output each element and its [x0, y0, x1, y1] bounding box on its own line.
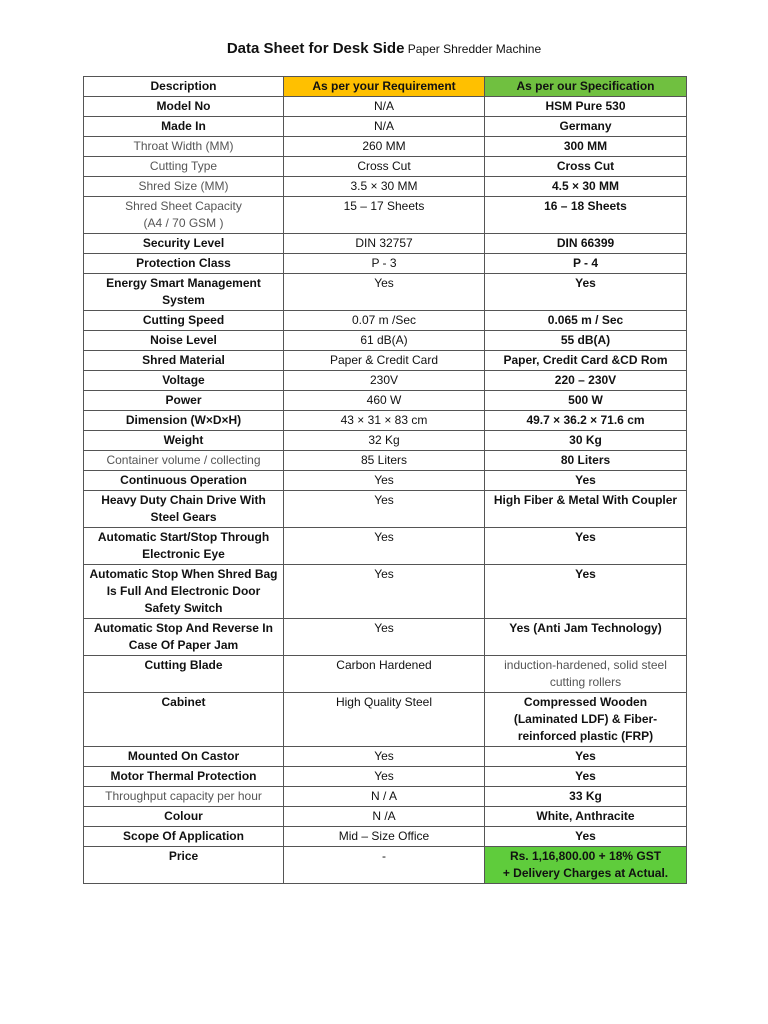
row-requirement: 85 Liters [284, 451, 485, 471]
row-specification: High Fiber & Metal With Coupler [485, 491, 687, 528]
row-requirement: 260 MM [284, 137, 485, 157]
table-row [84, 767, 687, 787]
row-description: Automatic Stop When Shred Bag Is Full And Electronic Door Safety Switch [84, 565, 284, 619]
row-description: Made In [84, 117, 284, 137]
row-specification: Yes (Anti Jam Technology) [485, 619, 687, 656]
row-description: Protection Class [84, 254, 284, 274]
table-row [84, 197, 687, 234]
row-specification: Rs. 1,16,800.00 + 18% GST + Delivery Charges at Actual. [485, 847, 687, 884]
row-description: Cutting Type [84, 157, 284, 177]
row-requirement: N/A [284, 117, 485, 137]
table-row [84, 117, 687, 137]
row-requirement: 43 × 31 × 83 cm [284, 411, 485, 431]
table-row [84, 807, 687, 827]
row-specification: 500 W [485, 391, 687, 411]
row-specification: 33 Kg [485, 787, 687, 807]
row-specification: Yes [485, 747, 687, 767]
table-row [84, 827, 687, 847]
row-specification: P - 4 [485, 254, 687, 274]
table-row [84, 391, 687, 411]
row-description: Motor Thermal Protection [84, 767, 284, 787]
row-description: Throughput capacity per hour [84, 787, 284, 807]
row-description: Automatic Start/Stop Through Electronic Eye [84, 528, 284, 565]
row-specification: Yes [485, 565, 687, 619]
row-specification: 49.7 × 36.2 × 71.6 cm [485, 411, 687, 431]
data-sheet-table [83, 76, 687, 884]
row-specification: Yes [485, 528, 687, 565]
header-description: Description [84, 77, 284, 97]
row-requirement: 15 – 17 Sheets [284, 197, 485, 234]
row-requirement: - [284, 847, 485, 884]
row-requirement: Yes [284, 565, 485, 619]
row-specification: 55 dB(A) [485, 331, 687, 351]
table-row [84, 137, 687, 157]
row-requirement: 460 W [284, 391, 485, 411]
row-requirement: Paper & Credit Card [284, 351, 485, 371]
row-specification: 16 – 18 Sheets [485, 197, 687, 234]
table-row [84, 411, 687, 431]
row-description: Continuous Operation [84, 471, 284, 491]
row-description: Shred Material [84, 351, 284, 371]
row-requirement: 3.5 × 30 MM [284, 177, 485, 197]
table-row [84, 693, 687, 747]
title-sub: Paper Shredder Machine [404, 42, 542, 56]
row-description: Model No [84, 97, 284, 117]
row-description: Cabinet [84, 693, 284, 747]
row-description: Cutting Speed [84, 311, 284, 331]
table-row [84, 431, 687, 451]
row-specification: 4.5 × 30 MM [485, 177, 687, 197]
row-description: Scope Of Application [84, 827, 284, 847]
table-row [84, 157, 687, 177]
row-description: Shred Sheet Capacity (A4 / 70 GSM ) [84, 197, 284, 234]
row-specification: 80 Liters [485, 451, 687, 471]
row-description: Dimension (W×D×H) [84, 411, 284, 431]
row-description: Weight [84, 431, 284, 451]
row-description: Power [84, 391, 284, 411]
table-row [84, 656, 687, 693]
row-requirement: Mid – Size Office [284, 827, 485, 847]
row-description: Colour [84, 807, 284, 827]
table-row [84, 619, 687, 656]
row-specification: 220 – 230V [485, 371, 687, 391]
row-requirement: DIN 32757 [284, 234, 485, 254]
row-requirement: Carbon Hardened [284, 656, 485, 693]
table-row [84, 351, 687, 371]
row-specification: HSM Pure 530 [485, 97, 687, 117]
row-description: Energy Smart Management System [84, 274, 284, 311]
table-row [84, 234, 687, 254]
title-main: Data Sheet for Desk Side [226, 40, 405, 57]
row-description: Mounted On Castor [84, 747, 284, 767]
table-header-row [84, 77, 687, 97]
row-specification: DIN 66399 [485, 234, 687, 254]
row-requirement: N /A [284, 807, 485, 827]
table-row [84, 331, 687, 351]
row-description: Security Level [84, 234, 284, 254]
row-specification: Compressed Wooden (Laminated LDF) & Fiber- reinforced plastic (FRP) [485, 693, 687, 747]
table-row [84, 311, 687, 331]
row-description: Noise Level [84, 331, 284, 351]
row-requirement: 61 dB(A) [284, 331, 485, 351]
row-description: Heavy Duty Chain Drive With Steel Gears [84, 491, 284, 528]
row-description: Throat Width (MM) [84, 137, 284, 157]
row-description: Voltage [84, 371, 284, 391]
header-specification: As per our Specification [485, 77, 687, 97]
table-row [84, 451, 687, 471]
row-specification: 300 MM [485, 137, 687, 157]
row-requirement: Yes [284, 528, 485, 565]
row-specification: 30 Kg [485, 431, 687, 451]
row-requirement: Yes [284, 491, 485, 528]
row-specification: Yes [485, 767, 687, 787]
row-requirement: High Quality Steel [284, 693, 485, 747]
row-specification: induction-hardened, solid steel cutting rollers [485, 656, 687, 693]
table-row [84, 471, 687, 491]
row-requirement: Yes [284, 471, 485, 491]
row-requirement: 32 Kg [284, 431, 485, 451]
row-specification: Yes [485, 471, 687, 491]
row-requirement: Cross Cut [284, 157, 485, 177]
row-description: Cutting Blade [84, 656, 284, 693]
row-specification: Germany [485, 117, 687, 137]
row-specification: White, Anthracite [485, 807, 687, 827]
table-row [84, 565, 687, 619]
table-row [84, 371, 687, 391]
row-requirement: N / A [284, 787, 485, 807]
table-row [84, 847, 687, 884]
row-specification: 0.065 m / Sec [485, 311, 687, 331]
table-row [84, 528, 687, 565]
table-row [84, 97, 687, 117]
row-specification: Yes [485, 827, 687, 847]
table-row [84, 254, 687, 274]
row-requirement: 230V [284, 371, 485, 391]
header-requirement: As per your Requirement [284, 77, 485, 97]
row-requirement: 0.07 m /Sec [284, 311, 485, 331]
table-row [84, 177, 687, 197]
table-row [84, 274, 687, 311]
row-specification: Yes [485, 274, 687, 311]
table-row [84, 491, 687, 528]
row-specification: Cross Cut [485, 157, 687, 177]
row-requirement: Yes [284, 619, 485, 656]
row-requirement: P - 3 [284, 254, 485, 274]
row-requirement: Yes [284, 274, 485, 311]
row-requirement: Yes [284, 767, 485, 787]
row-requirement: N/A [284, 97, 485, 117]
page-title [0, 40, 768, 57]
table-row [84, 787, 687, 807]
row-requirement: Yes [284, 747, 485, 767]
table-row [84, 747, 687, 767]
row-description: Container volume / collecting [84, 451, 284, 471]
row-specification: Paper, Credit Card &CD Rom [485, 351, 687, 371]
row-description: Automatic Stop And Reverse In Case Of Paper Jam [84, 619, 284, 656]
row-description: Price [84, 847, 284, 884]
row-description: Shred Size (MM) [84, 177, 284, 197]
